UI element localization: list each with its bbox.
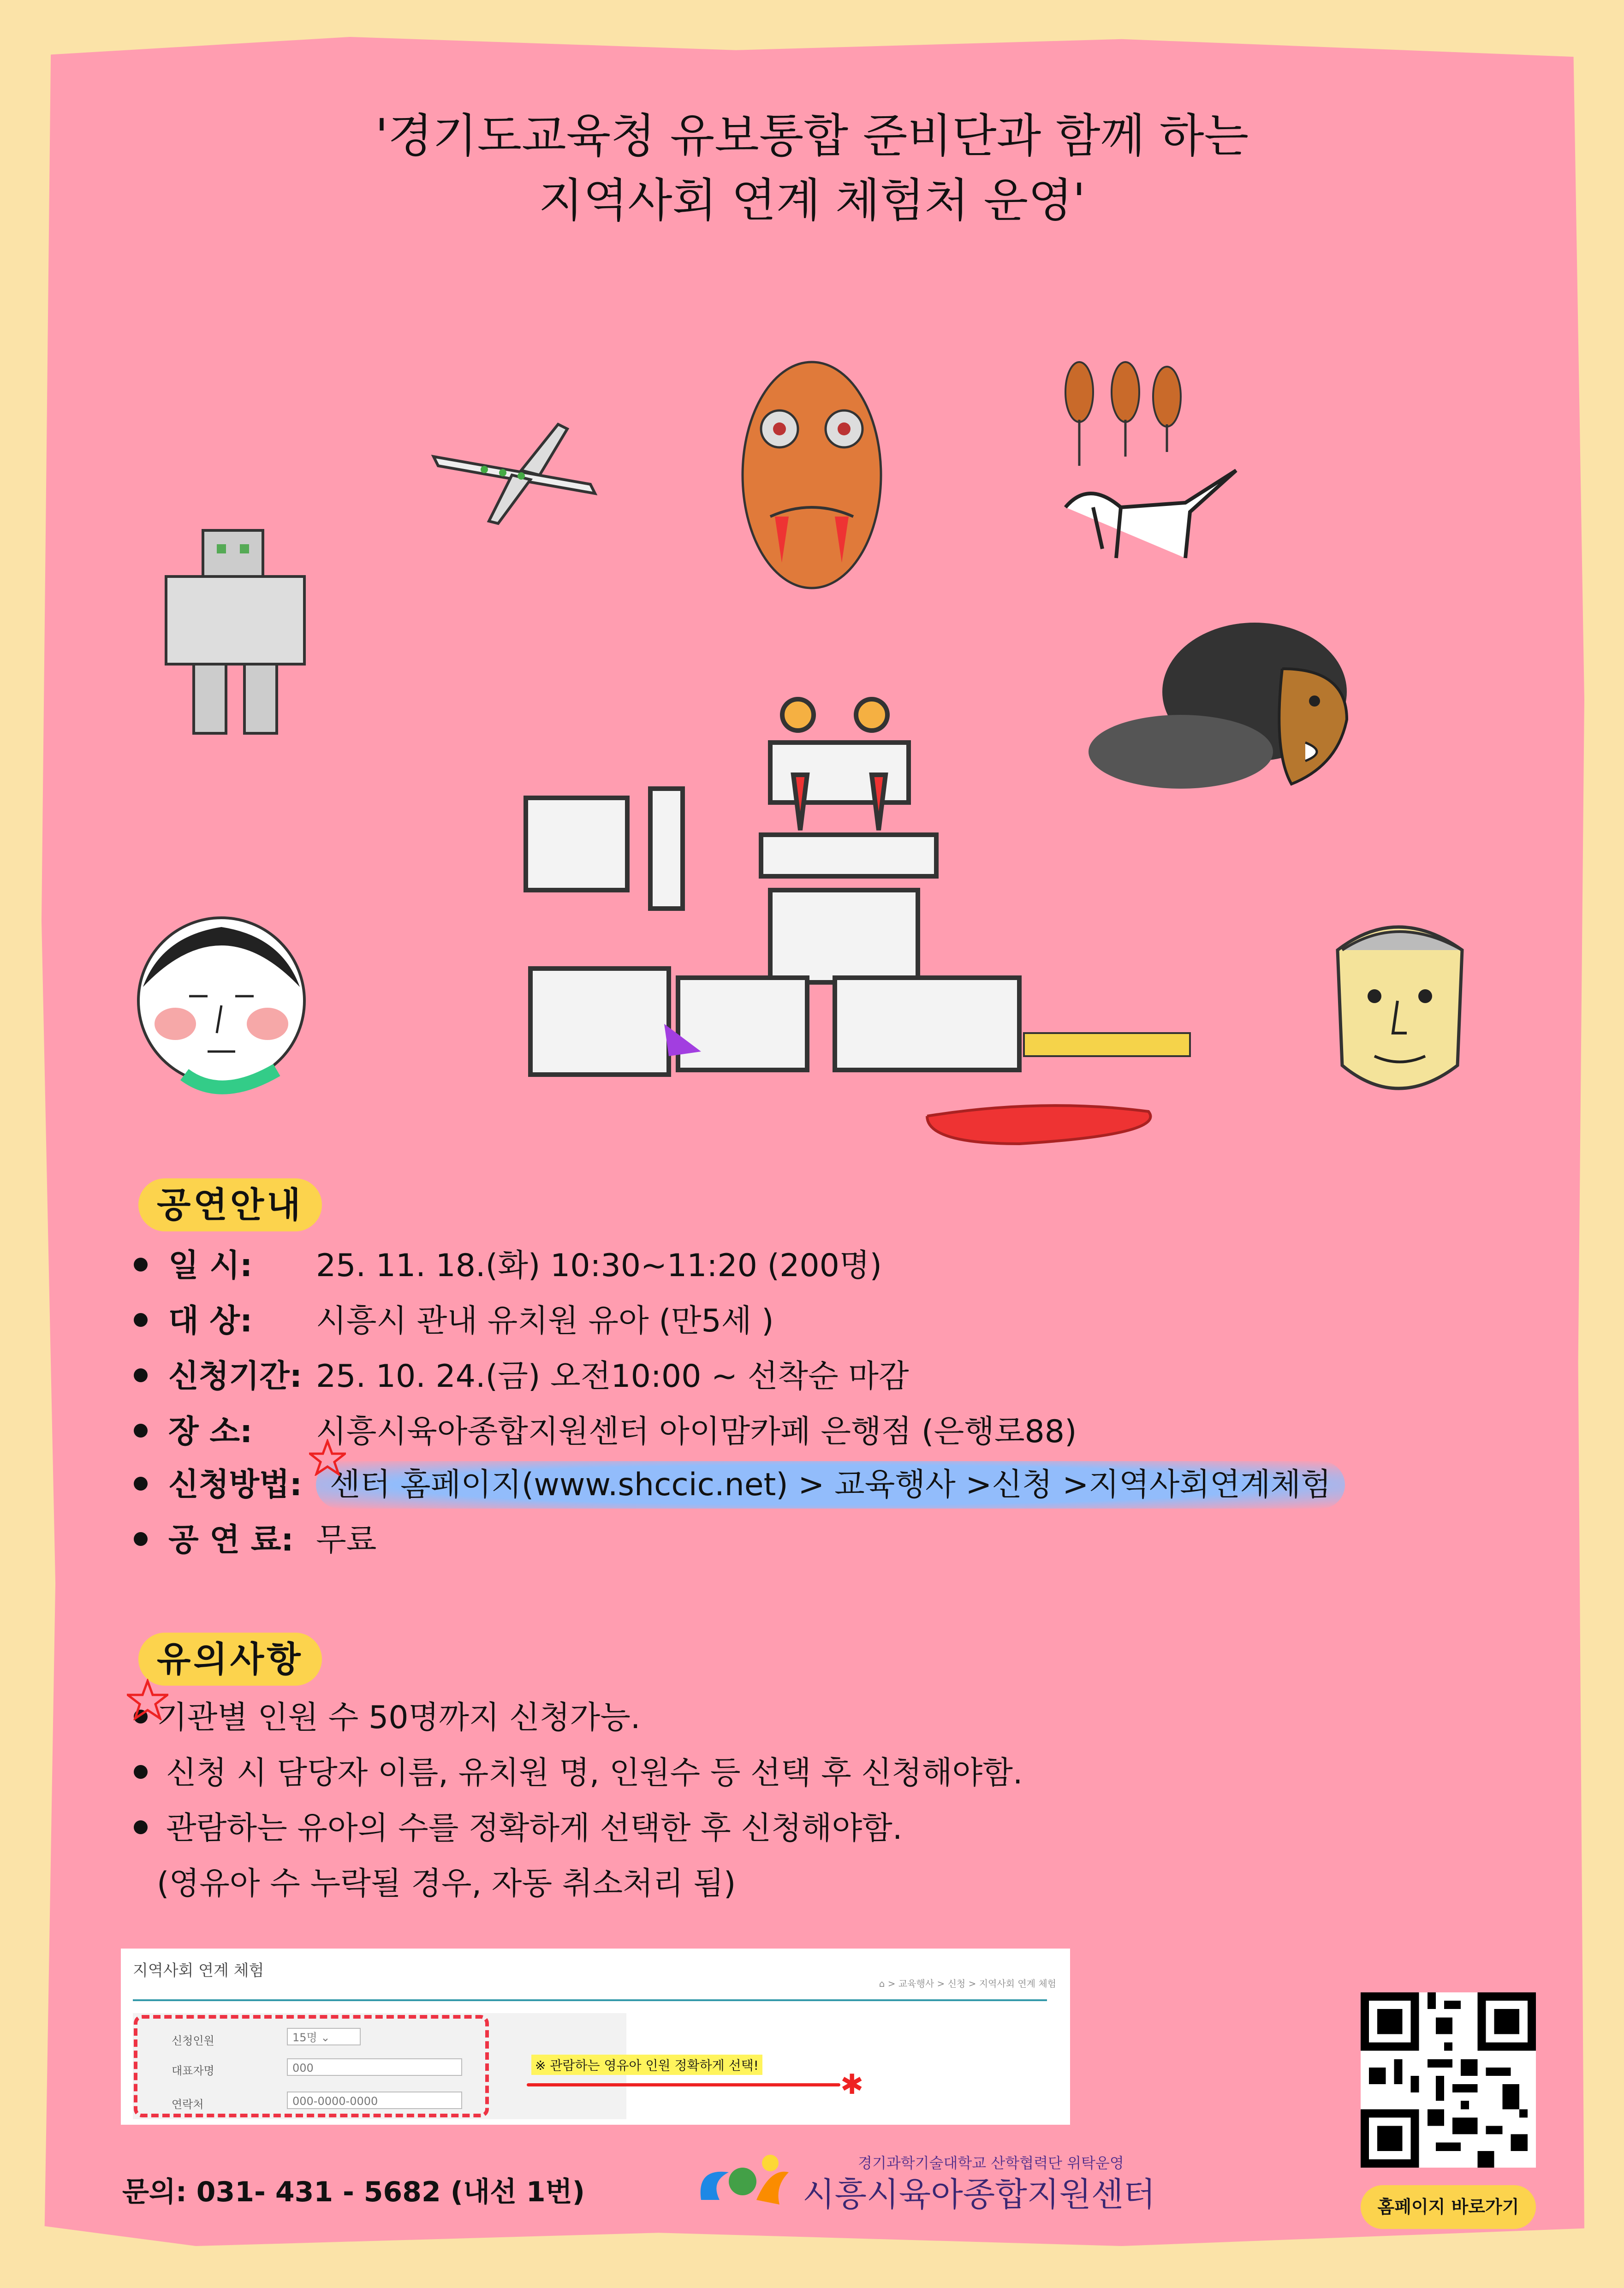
org-subtitle: 경기과학기술대학교 산학협력단 위탁운영 (858, 2154, 1124, 2172)
bullet-icon (134, 1477, 148, 1491)
orange-monster-drawing (729, 351, 895, 618)
bullet-icon (134, 1424, 148, 1438)
info-row-venue: 장 소: 시흥시육아종합지원센터 아이맘카페 은행점 (은행로88) (134, 1407, 1077, 1451)
qr-code-icon[interactable] (1361, 1992, 1536, 2168)
contact-info: 문의: 031- 431 - 5682 (내선 1번) (122, 2176, 585, 2208)
star-doodle-icon (309, 1439, 346, 1476)
divider (133, 1999, 1047, 2001)
man-face-drawing (1324, 909, 1476, 1107)
bullet-icon (134, 1532, 148, 1546)
field-label-count: 신청인원 (172, 2034, 214, 2047)
star-doodle-icon (127, 1679, 168, 1720)
info-row-date: 일 시: 25. 11. 18.(화) 10:30~11:20 (200명) (134, 1241, 882, 1285)
dashed-highlight (134, 2015, 489, 2117)
airplane-drawing (429, 415, 604, 526)
star-icon: ✱ (840, 2068, 864, 2101)
contact-input[interactable]: 000-0000-0000 (287, 2092, 462, 2109)
bullet-icon (134, 1258, 148, 1272)
form-screenshot (121, 1949, 1070, 2125)
info-row-fee: 공 연 료: 무료 (134, 1515, 376, 1560)
notes-heading: 유의사항 (138, 1633, 322, 1686)
count-select[interactable]: 15명 ⌄ (287, 2028, 361, 2045)
breadcrumb: ⌂ > 교육행사 > 신청 > 지역사회 연계 체험 (879, 1978, 1056, 1989)
info-row-period: 신청기간: 25. 10. 24.(금) 오전10:00 ~ 선착순 마감 (134, 1351, 909, 1396)
note-item: 관람하는 유아의 수를 정확하게 선택한 후 신청해야함. (134, 1803, 902, 1848)
dog-and-trees-drawing (1052, 355, 1245, 572)
note-item: 기관별 인원 수 50명까지 신청가능. (134, 1693, 641, 1737)
note-item: 신청 시 담당자 이름, 유치원 명, 인원수 등 선택 후 신청해야함. (134, 1748, 1023, 1793)
org-name: 시흥시육아종합지원센터 (803, 2175, 1156, 2214)
bullet-icon (134, 1765, 148, 1779)
headline-line-2: 지역사회 연계 체험처 운영' (538, 173, 1086, 227)
info-row-target: 대 상: 시흥시 관내 유치원 유아 (만5세 ) (134, 1296, 774, 1341)
info-row-method: 신청방법: 센터 홈페이지(www.shccic.net) > 교육행사 >신청 >지역사회연계체험 (134, 1460, 1345, 1504)
performance-info-heading: 공연안내 (138, 1178, 322, 1231)
name-input[interactable]: 000 (287, 2058, 462, 2076)
field-label-contact: 연락처 (172, 2098, 204, 2111)
red-underline (527, 2083, 840, 2086)
boy-face-drawing (129, 909, 323, 1102)
application-link[interactable]: 센터 홈페이지(www.shccic.net) > 교육행사 >신청 >지역사회연계체험 (316, 1461, 1345, 1509)
form-title: 지역사회 연계 체험 (133, 1961, 264, 1980)
bullet-icon (134, 1368, 148, 1382)
form-note: ※ 관람하는 영유아 인원 정확하게 선택! (531, 2055, 762, 2075)
show-title-lettering (512, 683, 1296, 1162)
homepage-button[interactable]: 홈페이지 바로가기 (1361, 2185, 1536, 2229)
field-label-name: 대표자명 (172, 2064, 214, 2077)
bullet-icon (134, 1313, 148, 1327)
note-sub: (영유아 수 누락될 경우, 자동 취소처리 됨) (157, 1866, 736, 1902)
headline-line-1: '경기도교육청 유보통합 준비단과 함께 하는 (375, 109, 1249, 163)
bullet-icon (134, 1820, 148, 1834)
center-logo-icon (692, 2149, 798, 2218)
robot-drawing (148, 521, 332, 743)
